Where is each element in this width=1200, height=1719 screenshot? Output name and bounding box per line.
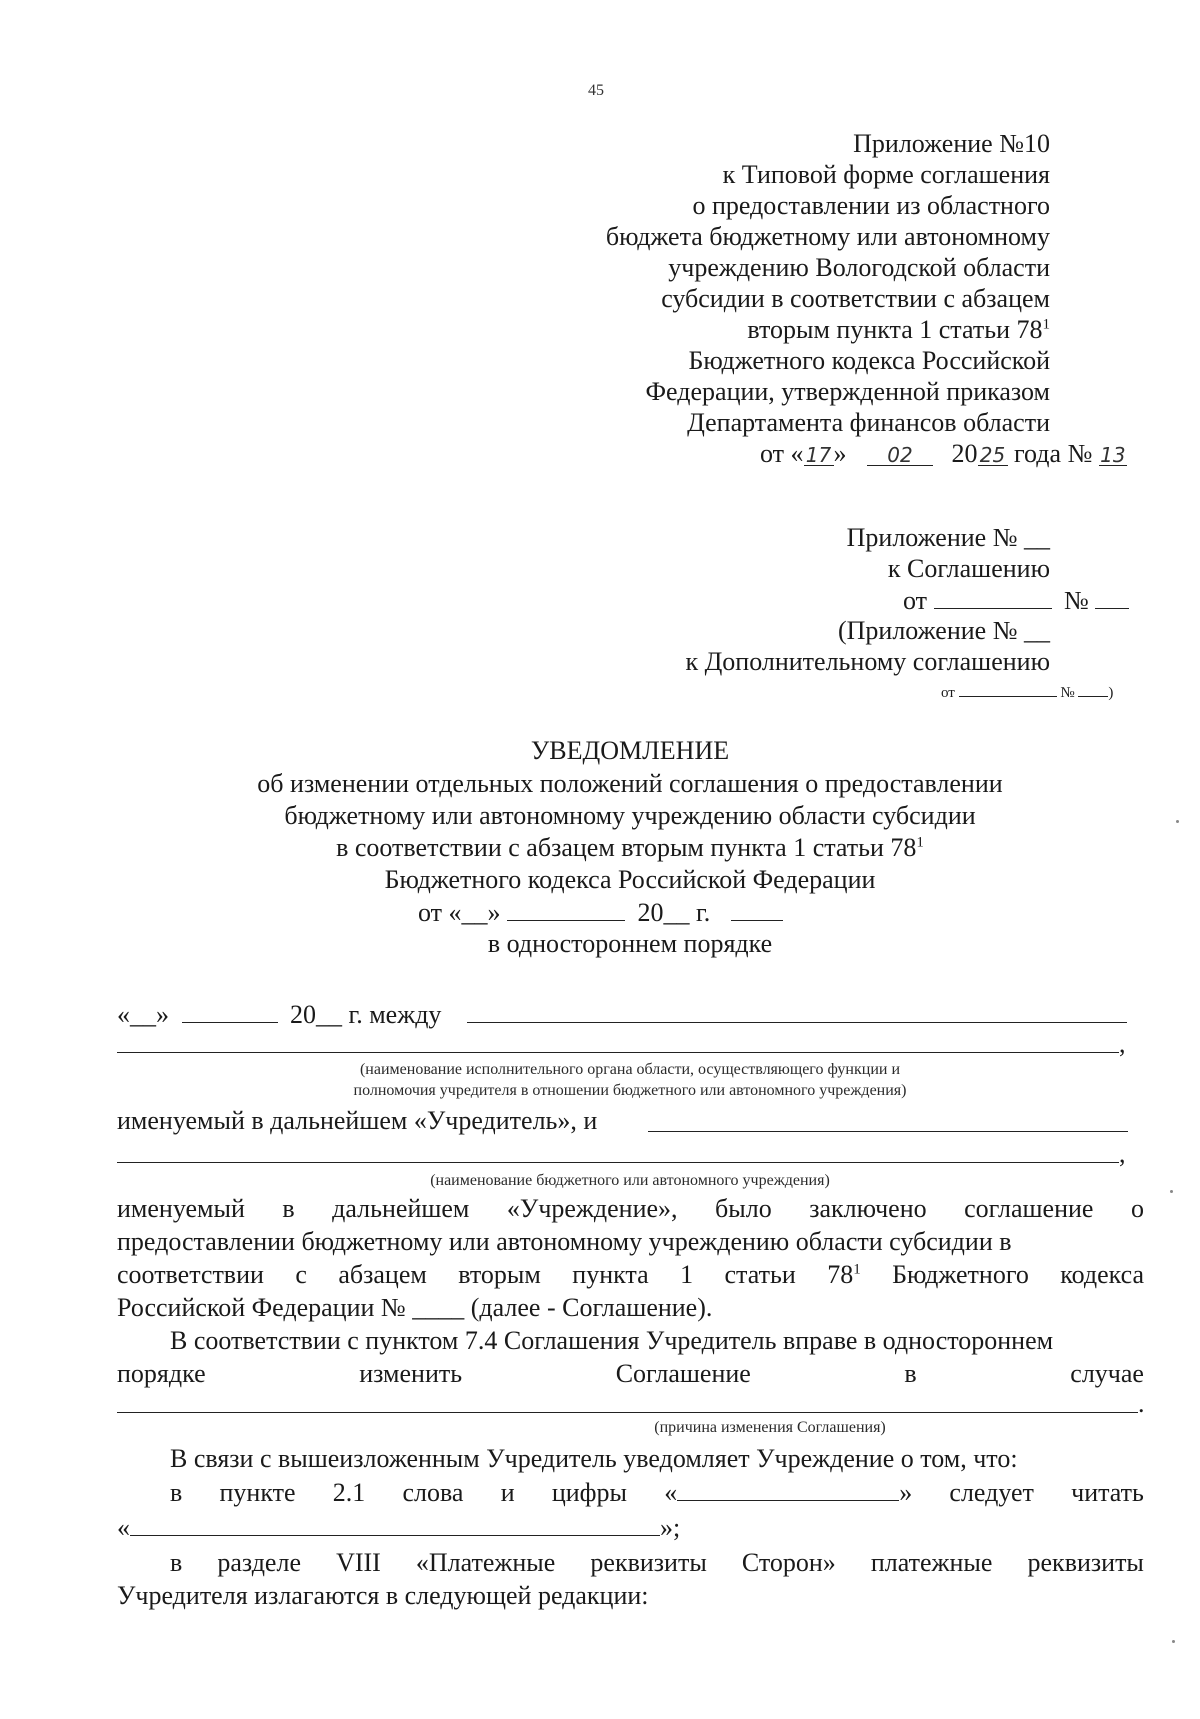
notice-subtitle: об изменении отдельных положений соглашения о предоставлении [257,769,1003,798]
agreement-appendix-number: Приложение № __ [846,523,1050,552]
paragraph-line: предоставлении бюджетному или автономному учреждению области субсидии в [117,1227,1012,1256]
appendix-line: вторым пункта 1 статьи $78^1$ [747,315,1050,344]
notice-date-line: от «__» 20__ г. [418,896,783,929]
scan-speck [1170,1190,1173,1193]
paragraph-line: соответствии с абзацем вторым пункта 1 статьи $78^1$ Бюджетного кодекса [117,1260,1144,1289]
appendix-line: Федерации, утвержденной приказом [645,377,1050,406]
appendix-line: к Типовой форме соглашения [722,160,1050,189]
appendix-line: о предоставлении из областного [692,191,1050,220]
founder-caption: полномочия учредителя в отношении бюджетного или автономного учреждения) [353,1082,907,1099]
paragraph-line: в пункте 2.1 слова и цифры « » следует читать [170,1478,1144,1507]
paragraph-line: В соответствии с пунктом 7.4 Соглашения Учредитель вправе в одностороннем [170,1326,1054,1355]
paragraph-line: Учредителя излагаются в следующей редакции: [117,1581,649,1610]
scan-speck [1172,1640,1175,1643]
paragraph-line: В связи с вышеизложенным Учредитель уведомляет Учреждение о том, что: [170,1444,1018,1473]
handwritten-month: 02 [867,439,933,466]
handwritten-year: 25 [978,439,1008,466]
notice-subtitle: в одностороннем порядке [487,929,773,958]
agreement-from-line: от № [903,584,1129,617]
agreement-appendix-line: к Соглашению [887,554,1050,583]
notice-subtitle: в соответствии с абзацем вторым пункта 1 статьи $78^1$ [336,833,924,862]
appendix-title: Приложение №10 [853,129,1050,158]
appendix-line: бюджета бюджетному или автономному [605,222,1050,251]
appendix-line: учреждению Вологодской области [668,253,1050,282]
supplementary-appendix-number: (Приложение № __ [837,616,1050,645]
appendix-line: Департамента финансов области [687,408,1050,437]
reason-caption: (причина изменения Соглашения) [654,1419,886,1436]
supplementary-from-line: от № ) [941,680,1113,702]
appendix-line: Бюджетного кодекса Российской [688,346,1050,375]
supplementary-appendix-line: к Дополнительному соглашению [685,647,1050,676]
period: . [1138,1389,1145,1418]
paragraph-line: Российской Федерации № ____ (далее - Соглашение). [117,1293,713,1322]
appendix-line: субсидии в соответствии с абзацем [661,284,1050,313]
page-number: 45 [588,82,604,99]
appendix-date-line: от « 17» 02 20 25 года № 13 [760,439,1126,468]
notice-subtitle: Бюджетного кодекса Российской Федерации [384,865,876,894]
comma: , [1119,1029,1126,1058]
paragraph-line: именуемый в дальнейшем «Учреждение», было заключено соглашение о [117,1194,1144,1223]
paragraph-line: порядке изменить Соглашение в случае [117,1359,1144,1388]
handwritten-order-number: 13 [1099,439,1127,466]
quote-line: « »; [117,1513,681,1542]
institution-caption: (наименование бюджетного или автономного учреждения) [430,1172,830,1189]
notice-heading: УВЕДОМЛЕНИЕ [530,736,730,765]
scan-speck [1176,820,1179,823]
handwritten-day: 17 [804,439,834,466]
comma: , [1119,1139,1126,1168]
agreement-date-line: «__» 20__ г. между [117,1000,442,1029]
paragraph-line: в разделе VIII «Платежные реквизиты Сторон» платежные реквизиты [170,1548,1144,1577]
notice-subtitle: бюджетному или автономному учреждению области субсидии [284,801,976,830]
founder-named-text: именуемый в дальнейшем «Учредитель», и [117,1106,598,1135]
founder-caption: (наименование исполнительного органа области, осуществляющего функции и [359,1061,901,1078]
